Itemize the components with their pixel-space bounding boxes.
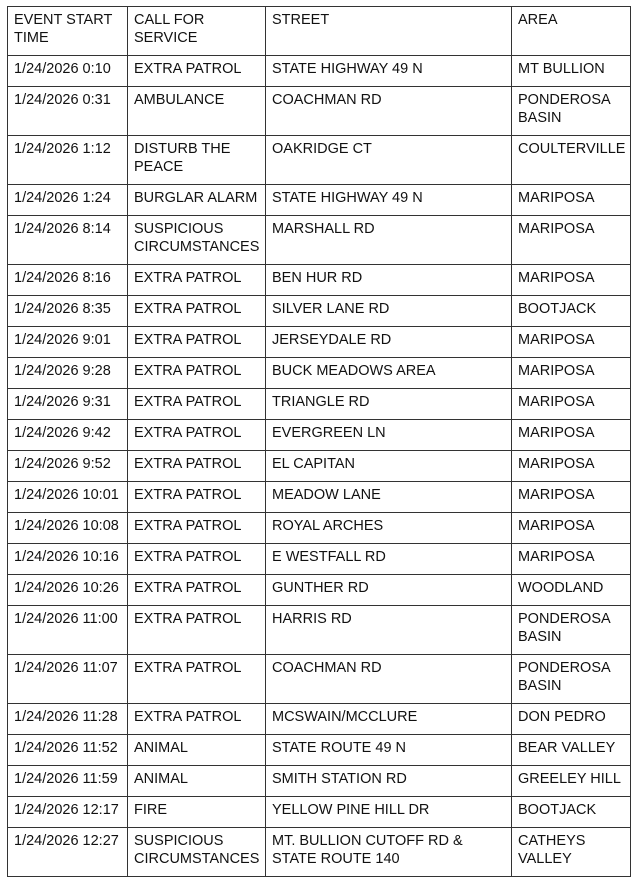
cell-street: GUNTHER RD bbox=[266, 575, 512, 606]
cell-street: JERSEYDALE RD bbox=[266, 327, 512, 358]
cell-street: SMITH STATION RD bbox=[266, 766, 512, 797]
cell-call-for-service: SUSPICIOUS CIRCUMSTANCES bbox=[128, 828, 266, 877]
cell-call-for-service: ANIMAL bbox=[128, 735, 266, 766]
cell-event-start-time: 1/24/2026 11:07 bbox=[8, 655, 128, 704]
cell-call-for-service: EXTRA PATROL bbox=[128, 296, 266, 327]
cell-event-start-time: 1/24/2026 0:10 bbox=[8, 56, 128, 87]
cell-area: MARIPOSA bbox=[512, 185, 631, 216]
cell-street: ROYAL ARCHES bbox=[266, 513, 512, 544]
cell-event-start-time: 1/24/2026 11:52 bbox=[8, 735, 128, 766]
cell-street: STATE HIGHWAY 49 N bbox=[266, 185, 512, 216]
cell-area: MARIPOSA bbox=[512, 327, 631, 358]
cell-call-for-service: SUSPICIOUS CIRCUMSTANCES bbox=[128, 216, 266, 265]
cell-street: BUCK MEADOWS AREA bbox=[266, 358, 512, 389]
cell-event-start-time: 1/24/2026 10:01 bbox=[8, 482, 128, 513]
cell-area: MARIPOSA bbox=[512, 216, 631, 265]
header-row bbox=[8, 7, 631, 56]
table-row bbox=[8, 185, 631, 216]
cell-area: GREELEY HILL bbox=[512, 766, 631, 797]
cell-event-start-time: 1/24/2026 9:01 bbox=[8, 327, 128, 358]
header-event-start-time: EVENT START TIME bbox=[8, 7, 128, 56]
cell-area: MARIPOSA bbox=[512, 544, 631, 575]
cell-street: EL CAPITAN bbox=[266, 451, 512, 482]
table-row bbox=[8, 87, 631, 136]
call-log-table bbox=[7, 6, 631, 877]
cell-call-for-service: EXTRA PATROL bbox=[128, 327, 266, 358]
cell-street: MCSWAIN/MCCLURE bbox=[266, 704, 512, 735]
cell-event-start-time: 1/24/2026 9:52 bbox=[8, 451, 128, 482]
cell-event-start-time: 1/24/2026 11:28 bbox=[8, 704, 128, 735]
cell-area: BOOTJACK bbox=[512, 296, 631, 327]
cell-area: MARIPOSA bbox=[512, 513, 631, 544]
cell-area: WOODLAND bbox=[512, 575, 631, 606]
cell-area: BOOTJACK bbox=[512, 797, 631, 828]
cell-street: HARRIS RD bbox=[266, 606, 512, 655]
cell-street: TRIANGLE RD bbox=[266, 389, 512, 420]
cell-call-for-service: EXTRA PATROL bbox=[128, 544, 266, 575]
cell-event-start-time: 1/24/2026 8:16 bbox=[8, 265, 128, 296]
cell-area: COULTERVILLE bbox=[512, 136, 631, 185]
cell-call-for-service: EXTRA PATROL bbox=[128, 513, 266, 544]
table-row bbox=[8, 513, 631, 544]
cell-street: COACHMAN RD bbox=[266, 87, 512, 136]
cell-street: STATE HIGHWAY 49 N bbox=[266, 56, 512, 87]
cell-area: MARIPOSA bbox=[512, 451, 631, 482]
cell-event-start-time: 1/24/2026 8:35 bbox=[8, 296, 128, 327]
table-row bbox=[8, 327, 631, 358]
cell-street: COACHMAN RD bbox=[266, 655, 512, 704]
table-row bbox=[8, 451, 631, 482]
table-row bbox=[8, 389, 631, 420]
table-row bbox=[8, 56, 631, 87]
cell-call-for-service: ANIMAL bbox=[128, 766, 266, 797]
cell-street: EVERGREEN LN bbox=[266, 420, 512, 451]
call-log-body bbox=[8, 7, 631, 877]
cell-call-for-service: BURGLAR ALARM bbox=[128, 185, 266, 216]
cell-area: PONDEROSA BASIN bbox=[512, 655, 631, 704]
header-call-for-service: CALL FOR SERVICE bbox=[128, 7, 266, 56]
cell-event-start-time: 1/24/2026 12:17 bbox=[8, 797, 128, 828]
cell-area: MARIPOSA bbox=[512, 420, 631, 451]
cell-area: CATHEYS VALLEY bbox=[512, 828, 631, 877]
cell-call-for-service: EXTRA PATROL bbox=[128, 265, 266, 296]
cell-event-start-time: 1/24/2026 10:26 bbox=[8, 575, 128, 606]
cell-call-for-service: EXTRA PATROL bbox=[128, 655, 266, 704]
cell-street: MARSHALL RD bbox=[266, 216, 512, 265]
cell-event-start-time: 1/24/2026 0:31 bbox=[8, 87, 128, 136]
cell-street: MEADOW LANE bbox=[266, 482, 512, 513]
cell-event-start-time: 1/24/2026 11:59 bbox=[8, 766, 128, 797]
cell-street: E WESTFALL RD bbox=[266, 544, 512, 575]
table-row bbox=[8, 735, 631, 766]
table-row bbox=[8, 704, 631, 735]
table-row bbox=[8, 136, 631, 185]
cell-call-for-service: FIRE bbox=[128, 797, 266, 828]
table-row bbox=[8, 655, 631, 704]
header-street: STREET bbox=[266, 7, 512, 56]
cell-call-for-service: AMBULANCE bbox=[128, 87, 266, 136]
cell-area: MT BULLION bbox=[512, 56, 631, 87]
cell-street: OAKRIDGE CT bbox=[266, 136, 512, 185]
table-row bbox=[8, 606, 631, 655]
table-row bbox=[8, 420, 631, 451]
table-row bbox=[8, 296, 631, 327]
cell-street: SILVER LANE RD bbox=[266, 296, 512, 327]
cell-event-start-time: 1/24/2026 9:28 bbox=[8, 358, 128, 389]
header-area: AREA bbox=[512, 7, 631, 56]
cell-call-for-service: EXTRA PATROL bbox=[128, 704, 266, 735]
cell-street: STATE ROUTE 49 N bbox=[266, 735, 512, 766]
table-row bbox=[8, 265, 631, 296]
cell-call-for-service: EXTRA PATROL bbox=[128, 451, 266, 482]
table-row bbox=[8, 358, 631, 389]
cell-area: BEAR VALLEY bbox=[512, 735, 631, 766]
cell-event-start-time: 1/24/2026 9:31 bbox=[8, 389, 128, 420]
cell-street: BEN HUR RD bbox=[266, 265, 512, 296]
table-row bbox=[8, 797, 631, 828]
table-row bbox=[8, 766, 631, 797]
cell-event-start-time: 1/24/2026 12:27 bbox=[8, 828, 128, 877]
cell-call-for-service: EXTRA PATROL bbox=[128, 389, 266, 420]
cell-call-for-service: EXTRA PATROL bbox=[128, 358, 266, 389]
cell-call-for-service: EXTRA PATROL bbox=[128, 482, 266, 513]
cell-call-for-service: EXTRA PATROL bbox=[128, 56, 266, 87]
table-row bbox=[8, 216, 631, 265]
cell-event-start-time: 1/24/2026 1:12 bbox=[8, 136, 128, 185]
cell-event-start-time: 1/24/2026 8:14 bbox=[8, 216, 128, 265]
cell-event-start-time: 1/24/2026 10:16 bbox=[8, 544, 128, 575]
cell-area: MARIPOSA bbox=[512, 482, 631, 513]
cell-area: MARIPOSA bbox=[512, 389, 631, 420]
cell-area: DON PEDRO bbox=[512, 704, 631, 735]
cell-event-start-time: 1/24/2026 9:42 bbox=[8, 420, 128, 451]
cell-area: PONDEROSA BASIN bbox=[512, 87, 631, 136]
table-row bbox=[8, 828, 631, 877]
table-row bbox=[8, 544, 631, 575]
cell-area: PONDEROSA BASIN bbox=[512, 606, 631, 655]
table-row bbox=[8, 482, 631, 513]
cell-area: MARIPOSA bbox=[512, 265, 631, 296]
cell-call-for-service: EXTRA PATROL bbox=[128, 606, 266, 655]
cell-street: YELLOW PINE HILL DR bbox=[266, 797, 512, 828]
table-row bbox=[8, 575, 631, 606]
cell-call-for-service: DISTURB THE PEACE bbox=[128, 136, 266, 185]
cell-street: MT. BULLION CUTOFF RD & STATE ROUTE 140 bbox=[266, 828, 512, 877]
cell-event-start-time: 1/24/2026 10:08 bbox=[8, 513, 128, 544]
cell-call-for-service: EXTRA PATROL bbox=[128, 575, 266, 606]
cell-event-start-time: 1/24/2026 1:24 bbox=[8, 185, 128, 216]
cell-call-for-service: EXTRA PATROL bbox=[128, 420, 266, 451]
cell-area: MARIPOSA bbox=[512, 358, 631, 389]
cell-event-start-time: 1/24/2026 11:00 bbox=[8, 606, 128, 655]
